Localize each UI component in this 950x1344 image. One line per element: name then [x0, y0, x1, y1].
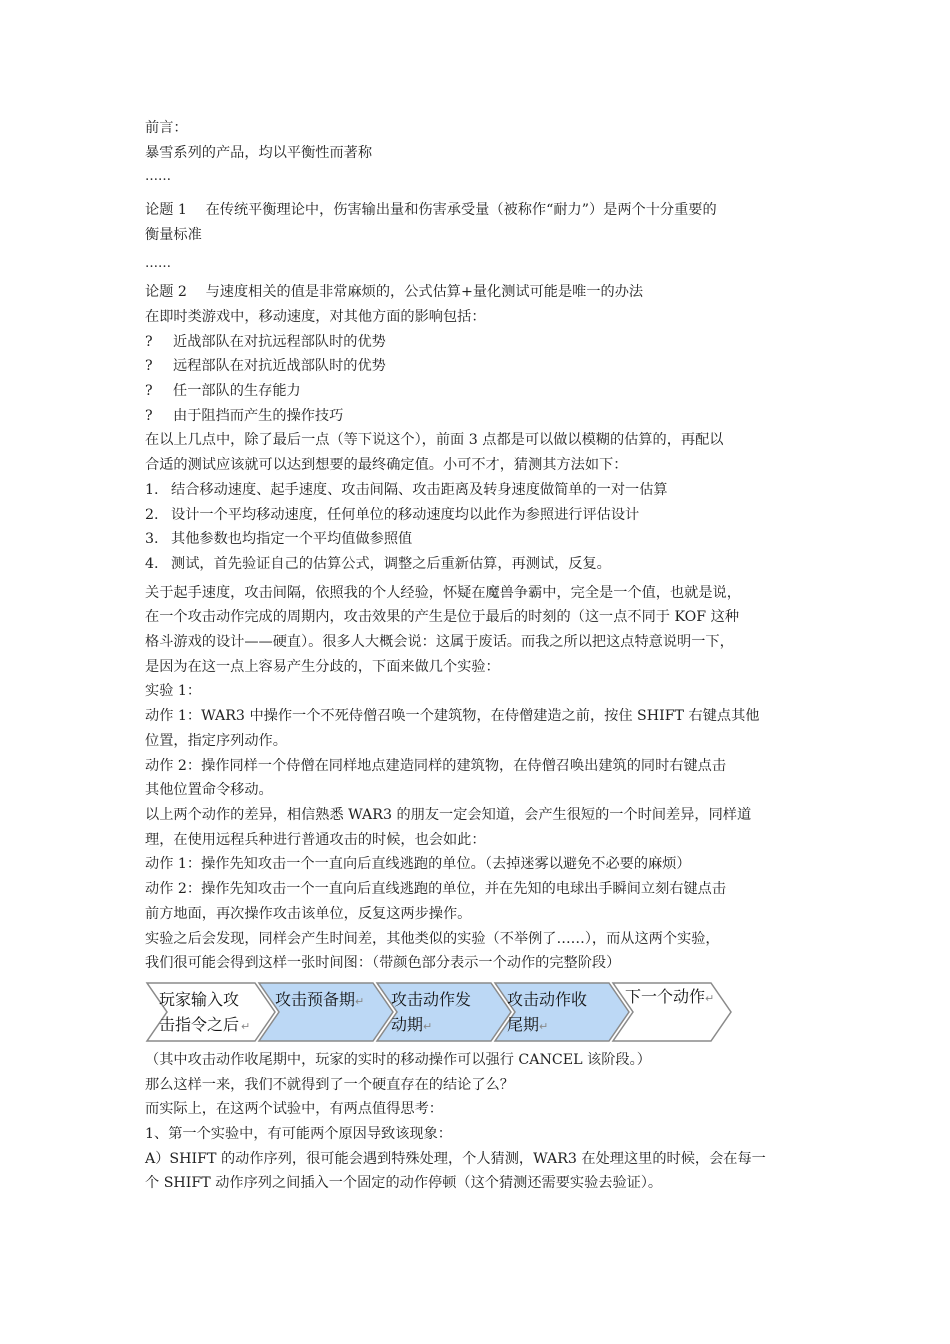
return-mark: ↵: [705, 991, 715, 1005]
chevron-recovery-label-2: 尾期: [507, 1014, 540, 1034]
topic-1-line-1: 论题 1 在传统平衡理论中，伤害输出量和伤害承受量（被称作“耐力”）是两个十分重要的: [145, 202, 717, 219]
preface-label: 前言：: [145, 120, 188, 136]
paragraph-line: 我们很可能会得到这样一张时间图：（带颜色部分表示一个动作的完整阶段）: [145, 955, 621, 972]
paragraph-line: 实验之后会发现，同样会产生时间差，其他类似的实验（不举例了……），而从这两个实验，: [145, 930, 720, 947]
numbered-item: 3. 其他参数也均指定一个平均值做参照值: [145, 531, 413, 548]
paragraph-line: 动作 1：操作先知攻击一个一直向后直线逃跑的单位。（去掉迷雾以避免不必要的麻烦）: [145, 856, 691, 873]
chevron-input-label-1: 玩家输入攻: [159, 989, 240, 1009]
paragraph-line: 1、第一个实验中，有可能两个原因导致该现象：: [145, 1126, 452, 1143]
bullet-item: ? 由于阻挡而产生的操作技巧: [145, 404, 825, 429]
paragraph-line: 是因为在这一点上容易产生分歧的，下面来做几个实验：: [145, 658, 500, 675]
paragraph-line: 前方地面，再次操作攻击该单位，反复这两步操作。: [145, 905, 472, 922]
return-mark: ↵: [355, 994, 365, 1008]
paragraph-line: 个 SHIFT 动作序列之间插入一个固定的动作停顿（这个猜测还需要实验去验证）。: [145, 1175, 663, 1192]
numbered-item: 1. 结合移动速度、起手速度、攻击间隔、攻击距离及转身速度做简单的一对一估算: [145, 481, 668, 498]
chevron-input-label-2: 击指令之后: [159, 1014, 240, 1034]
paragraph-line: 而实际上，在这两个试验中，有两点值得思考：: [145, 1101, 443, 1118]
paragraph-line: 在以上几点中，除了最后一点（等下说这个），前面 3 点都是可以做以模糊的估算的，再配以: [145, 432, 724, 449]
chevron-prepare-label: 攻击预备期: [275, 989, 356, 1009]
paragraph-line: 其他位置命令移动。: [145, 782, 273, 799]
topic-1-line-2: 衡量标准: [145, 226, 202, 243]
bullet-item: ? 近战部队在对抗远程部队时的优势: [145, 330, 825, 355]
paragraph-line: 合适的测试应该就可以达到想要的最终确定值。小可不才，猜测其方法如下：: [145, 457, 628, 474]
numbered-item: 4. 测试，首先验证自己的估算公式，调整之后重新估算，再测试，反复。: [145, 555, 611, 572]
bullet-mark: ?: [145, 358, 153, 375]
paragraph-line: 动作 2：操作同样一个侍僧在同样地点建造同样的建筑物，在侍僧召唤出建筑的同时右键点击: [145, 757, 727, 774]
paragraph-line: A）SHIFT 的动作序列，很可能会遇到特殊处理，个人猜测，WAR3 在处理这里的时候，会在每一: [145, 1150, 766, 1167]
chevron-launch-label-1: 攻击动作发: [391, 989, 472, 1009]
bullet-mark: ?: [145, 333, 153, 350]
document-body: [145, 116, 825, 1196]
return-mark: ↵: [539, 1019, 549, 1033]
bullet-item: ? 远程部队在对抗近战部队时的优势: [145, 354, 825, 379]
paragraph-line: 那么这样一来，我们不就得到了一个硬直存在的结论了么？: [145, 1076, 514, 1093]
chevron-recovery-label-1: 攻击动作收: [507, 989, 588, 1009]
return-mark: ↵: [241, 1019, 251, 1033]
chevron-next-label: 下一个动作: [625, 986, 706, 1006]
ellipsis: ……: [145, 169, 171, 185]
topic-2: 论题 2 与速度相关的值是非常麻烦的，公式估算+量化测试可能是唯一的办法: [145, 284, 644, 301]
paragraph-line: 以上两个动作的差异，相信熟悉 WAR3 的朋友一定会知道，会产生很短的一个时间差异，同样道: [145, 806, 752, 823]
paragraph-line: 格斗游戏的设计——硬直）。很多人大概会说：这属于废话。而我之所以把这点特意说明一下，: [145, 634, 734, 651]
experiment-1-label: 实验 1：: [145, 683, 202, 700]
ellipsis: ……: [145, 255, 171, 271]
bullet-mark: ?: [145, 383, 153, 400]
numbered-item: 2. 设计一个平均移动速度，任何单位的移动速度均以此作为参照进行评估设计: [145, 506, 640, 523]
paragraph-line: 在一个攻击动作完成的周期内，攻击效果的产生是位于最后的时刻的（这一点不同于 KOF 这种: [145, 609, 740, 626]
timeline-diagram: [145, 980, 735, 1044]
chevron-launch-label-2: 动期: [391, 1014, 424, 1034]
return-mark: ↵: [423, 1019, 433, 1033]
rts-intro: 在即时类游戏中，移动速度，对其他方面的影响包括：: [145, 308, 486, 325]
paragraph-line: 位置，指定序列动作。: [145, 732, 287, 749]
paragraph-line: 理，在使用远程兵种进行普通攻击的时候，也会如此：: [145, 831, 486, 848]
paragraph-line: 动作 2：操作先知攻击一个一直向后直线逃跑的单位，并在先知的电球出手瞬间立刻右键点击: [145, 881, 727, 898]
bullet-item: ? 任一部队的生存能力: [145, 379, 825, 404]
paragraph-line: 动作 1：WAR3 中操作一个不死侍僧召唤一个建筑物，在侍僧建造之前，按住 SHIFT 右键点其他: [145, 708, 760, 725]
paragraph-line: （其中攻击动作收尾期中，玩家的实时的移动操作可以强行 CANCEL 该阶段。）: [145, 1051, 651, 1068]
paragraph-line: 关于起手速度，攻击间隔，依照我的个人经验，怀疑在魔兽争霸中，完全是一个值，也就是说，: [145, 584, 741, 601]
bullet-mark: ?: [145, 407, 153, 424]
preface-text: 暴雪系列的产品，均以平衡性而著称: [145, 144, 373, 161]
